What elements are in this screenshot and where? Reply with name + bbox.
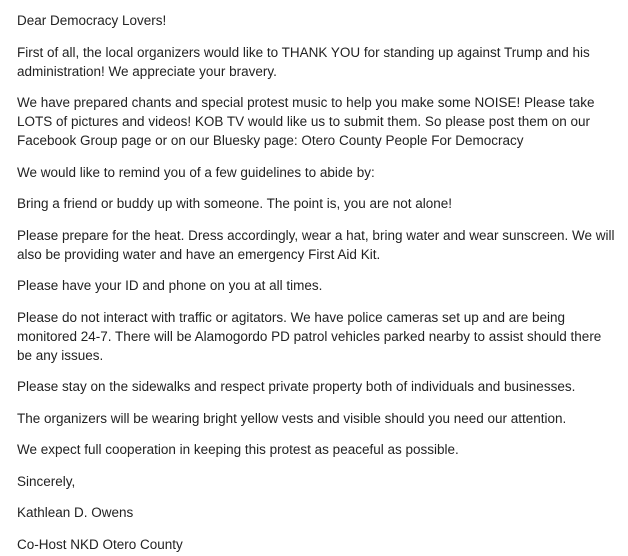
paragraph-heat: Please prepare for the heat. Dress accordingly, wear a hat, bring water and wear sunscreen. We will also be providing water and have an emergency First Aid Kit. (17, 227, 615, 262)
paragraph-traffic: Please do not interact with traffic or agitators. We have police cameras set up and are being monitored 24-7. There will be Alamogordo PD patrol vehicles parked nearby to assist should there be any issues. (17, 309, 602, 363)
paragraph-id-phone: Please have your ID and phone on you at all times. (17, 278, 323, 293)
paragraph-cooperation: We expect full cooperation in keeping this protest as peaceful as possible. (17, 442, 459, 457)
signature-name: Kathlean D. Owens (17, 505, 134, 520)
paragraph-bring-friend: Bring a friend or buddy up with someone. The point is, you are not alone! (17, 196, 453, 211)
paragraph-sidewalks: Please stay on the sidewalks and respect private property both of individuals and businesses. (17, 379, 576, 394)
signature-title: Co-Host NKD Otero County (17, 536, 183, 552)
closing: Sincerely, (17, 473, 76, 489)
paragraph-thank-you: First of all, the local organizers would like to THANK YOU for standing up against Trump and his administration! We appreciate your bravery. (17, 44, 590, 79)
paragraph-guidelines-intro: We would like to remind you of a few guidelines to abide by: (17, 164, 375, 180)
paragraph-vests: The organizers will be wearing bright yellow vests and visible should you need our attention. (17, 410, 567, 426)
greeting: Dear Democracy Lovers! (17, 13, 167, 28)
paragraph-chants-and-media: We have prepared chants and special protest music to help you make some NOISE! Please take LOTS of pictures and videos! KOB TV would like us to submit them. So please post them on our Facebook Group page or on our Bluesky page: Otero County People For Democracy (17, 95, 595, 148)
